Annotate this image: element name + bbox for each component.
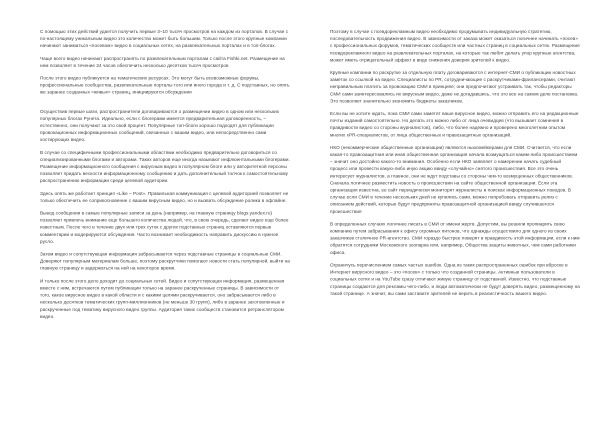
paragraph: Ограничусь перечислением самых частых ошибок. Одна из таких распространенных ошибок при вброске в Интернет вирусного видео – это «посев» с только что созданной страницы. Активные пользователи в социальных сетях и на YouTube сразу отличают живую страницу от подставной. Известно, что подставные страницы создаются для рекламы чего-либо, и люди автоматически не будут доверять видео, размещенному на такой странице. А значит, вы сами заставите зрителей не верить в реалистичность вашего видео. [330, 262, 580, 296]
paragraph: С помощью этих действий удается получить первые 3–10 тысяч просмотров на каждом из порталов. В случае с по-настоящему уникальным видео это количество может быть большим. Только после этого крупные компании начинают заниматься «посевом» видео в социальных сетях, на развлекательных порталах и в топ-блогах. [40, 29, 289, 49]
paragraph: Вывод сообщения в самые популярные записи за день (например, на главную страницу blogs.yandex.ru) позволяет привлечь внимание еще большего количества людей, что, в свою очередь, сделает видео еще более известным. После чего в течение двух или трех суток с других подставных страниц оставляются первые комментарии и модерируются обсуждения. Часто возникает необходимость направить дискуссию в нужное русло. [40, 210, 289, 244]
paragraph: НКО (некоммерческие общественные организации) являются ньюсмейкерами для СМИ. Считается, что если какая-то правозащитная или иная общественная организация начала возмущаться каким-либо происшествием – значит оно достойно какого-то внимания. Особенно если НКО заявляет о намерении начать судебный процесс или провести какую-либо иную акцию ввиду «случайно» снятого происшествия. Все это очень интересует журналистов, а главное, они не ждут подставы со стороны чем-то возмущенных общественников. [330, 144, 578, 179]
paragraph: Осуществив первые шаги, распространители договариваются о размещении видео в одном или нескольких популярных блогах Рунета. Идеально, если с блогерами имеется предварительная договоренность, – естественно, они получают за это свой процент. Популярные топ-блоги хорошо подходят для публикации провокационных информационных сообщений, связанных с вашим видео, или непосредственно сами хостирующих видео. [40, 108, 280, 143]
paragraph: В случае со специфичными профессиональными областями необходимо предварительно договориться со специализированными блогами и авторами. Таких авторов еще иногда называют инфлюентальными блогерами. Размещение информационного сообщения с вирусным видео в популярном блоге или у авторитетной персоны позволяет придать вескости информационному сообщению и дать дополнительный толчок к самостоятельному распространению информации среди целевой аудитории. [40, 149, 290, 184]
paragraph: Чаще всего видео начинают распространять по развлекательным порталам с сайта Fishki.net. Размещение на нем позволяет в течение 24 часов обеспечить несколько десятков тысяч просмотров [40, 55, 285, 68]
left-column [40, 28, 290, 325]
paragraph: Поэтому в случае с псевдорекламным видео необходимо продумывать индивидуальную стратегию, последовательность продвижения видео. В зависимости от заказа может оказаться логичнее начинать «посев» с профессиональных форумов, тематических сообществ или частных страниц в социальных сетях. Размещение псевдорекламного видео на развлекательных порталах, на которые так любят делать упор крупные агентства, может иметь отрицательный эффект в виде снижения доверия зрителей к видео. [330, 29, 580, 63]
paragraph: И только после этого дело доходит до социальных сетей. Видео и сопутствующая информация, размещенная вместе с ним, встречаются путем публикации только на заранее раскрученные страницы. В зависимости от того, какое вирусное видео в какой области и с какими целями раскручивается, оно забрасывается либо в несколько десятков тематических групп-миллионников (не меньше 30 групп), либо в заранее заготовленные и раскрученные под тематику вирусного видео группы. Аудитория таких сообществ становится ретранслятором видео. [40, 278, 285, 319]
right-column [330, 28, 580, 302]
paragraph: В определенных случаях логичнее писать в СМИ от имени жертв. Допустим, вы решили пропиарить свою компанию путем забрасывания к офису огромных питонов, что однажды осуществило для одного из своих заказчиков столичное PR-агентство. СМИ гораздо быстрее поверят в правдивость этой информации, если к ним обратятся сотрудники Московского зоопарка или, например, Общества защиты животных, чем сами работники офиса. [330, 221, 580, 255]
paragraph: Если вы не хотите ждать, пока СМИ сами заметят ваше вирусное видео, можно отправить его на редакционные почты изданий самостоятельно. Но делать это можно либо от лица очевидцев (что вызывает сомнения в правдивости видео со стороны журналистов), либо, что более надежно и проверено многолетним опытом многих xPR-специалистов, от лица общественных и правозащитных организаций. [330, 111, 579, 138]
paragraph: После этого видео публикуется на тематических ресурсах. Это могут быть всевозможные форумы, профессиональные сообщества, развлекательные порталы того или иного города и т. д. С подставных, но опять же заранее созданных «живых» страниц, инициируются обсуждения [40, 75, 290, 95]
paragraph: Крупные компании по раскрутке за отдельную плату договариваются с интернет-СМИ о публикации новостных заметок со ссылкой на видео. Специалисты по PR, сотрудничающие с раскрутчиками-фрилансерами, считают неправильным платить за провокацию СМИ в принципе; они предпочитают устраивать так, чтобы редакторы СМИ сами заинтересовались их вирусным видео, даже не догадавшись, что это все на самом деле постановка. Это позволяет значительно экономить бюджеты заказчиков. [330, 70, 579, 104]
paragraph: Сначала логичнее разместить новость о происшествии на сайте общественной организации. Если эта организация известна, ее сайт периодически мониторят журналисты в поисках информационных поводов. В случае если СМИ в течение нескольких дней не купились сами, можно попробовать отправить релиз с описанием действий, которые будут предприняты правозащитной организацией ввиду случившегося происшествия [330, 180, 571, 214]
paragraph: Затем видео и сопутствующая информация забрасываются через подставные страницы в социальные СМИ. Доверяют популярным материалам больше, поэтому раскрутчики помогают новости стать популярной, выйти на главную страницу и задержаться на ней на некоторое время. [40, 251, 290, 271]
paragraph: Здесь опять же работает принцип «Like – Post». Правильная коммуникация с целевой аудиторией позволяет не только обеспечить ее соприкосновение с вашим вирусным видео, но и вызвать обсуждение ролика в офлайне. [40, 190, 289, 203]
